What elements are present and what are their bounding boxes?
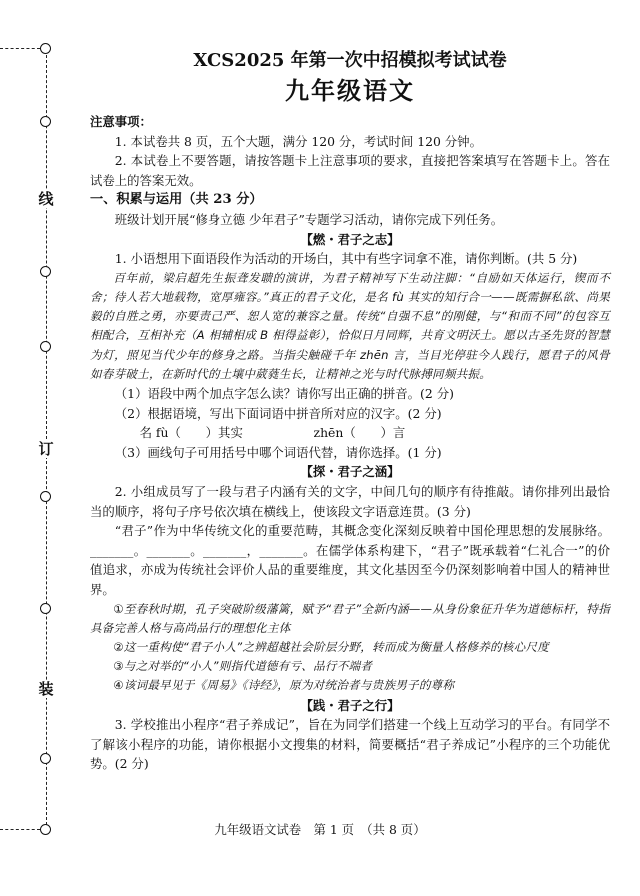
question-1-blanks (90, 423, 610, 443)
binding-label-seal: 装 (33, 680, 59, 698)
binding-hole (40, 603, 51, 614)
question-2-option: ③与之对举的“小人”则指代道德有亏、品行不端者 (113, 659, 373, 674)
binding-dash-top (0, 48, 40, 49)
binding-hole (40, 753, 51, 764)
section-heading: 一、积累与运用（共 23 分） (90, 192, 263, 208)
page-footer: 九年级语文试卷 第 1 页 （共 8 页） (214, 822, 426, 837)
part-title: 【燃・君子之志】 (300, 231, 400, 247)
exam-page (90, 40, 610, 774)
question-2-option: ①至春秋时期，孔子突破阶级藩篱，赋予“君子”全新内涵——从身份象征升华为道德标杆，特指具备完善人格与高尚品行的理想化主体 (90, 601, 610, 635)
blank-zhen: zhēn（ ）言 (313, 425, 406, 441)
binding-label-line: 线 (33, 190, 59, 208)
question-1: 1. 小语想用下面语段作为活动的开场白，其中有些字词拿不准，请你判断。(共 5 分) (114, 251, 578, 267)
binding-hole (40, 266, 51, 277)
question-3: 3. 学校推出小程序“君子养成记”，旨在为同学们搭建一个线上互动学习的平台。有同学不了解该小程序的功能，请你根据小文搜集的材料，简要概括“君子养成记”小程序的三个功能优势。(2 分) (90, 717, 610, 772)
blank-fu: 名 fù（ ）其实 (139, 425, 243, 441)
question-1-sub-1: （1）语段中两个加点字怎么读？请你写出正确的拼音。(2 分) (114, 385, 454, 401)
notice-item: 1. 本试卷共 8 页，五个大题，满分 120 分，考试时间 120 分钟。 (114, 133, 482, 149)
binding-hole (40, 43, 51, 54)
part-title: 【探・君子之涵】 (300, 464, 400, 480)
notice-heading: 注意事项： (90, 114, 152, 129)
section-intro: 班级计划开展“修身立德 少年君子”专题学习活动，请你完成下列任务。 (114, 211, 504, 227)
binding-hole (40, 491, 51, 502)
question-1-sub-2: （2）根据语境，写出下面词语中拼音所对应的汉字。(2 分) (114, 405, 442, 421)
binding-hole (40, 341, 51, 352)
question-1-sub-3: （3）画线句子可用括号中哪个词语代替，请你选择。(1 分) (114, 444, 442, 460)
part-title: 【践・君子之行】 (300, 697, 400, 713)
notice-item: 2. 本试卷上不要答题，请按答题卡上注意事项的要求，直接把答案填写在答题卡上。答在试卷上的答案无效。 (90, 153, 610, 188)
question-1-passage: 百年前，梁启超先生振聋发聩的演讲，为君子精神写下生动注脚：“自励如天体运行，锲而不舍；待人若大地载物，宽厚雍容。”真正的君子文化，是名 fù 其实的知行合一——既需摒私欲、尚果毅的自胜之勇，亦要责己严、恕人宽的兼容之量。传统“自强不息”的刚健，与“和而不同”的包容互相配合，互相补充（A 相辅相成 B 相得益彰），恰似日月同辉，共育文明沃土。愿以古圣先贤的智慧为灯，照见当代少年的修身之路。当指尖触碰千年 zhēn 言，当目光停驻今人践行，愿君子的风骨如春芽破土，在新时代的土壤中葳蕤生长，让精神之光与时代脉搏同频共振。 (90, 270, 610, 381)
question-2-option: ②这一重构使“君子小人”之辨超越社会阶层分野，转而成为衡量人格修养的核心尺度 (113, 639, 549, 654)
question-2: 2. 小组成员写了一段与君子内涵有关的文字，中间几句的顺序有待推敲。请你排列出最恰当的顺序，将句子序号依次填在横线上，使该段文字语意连贯。(3 分) (90, 483, 610, 519)
question-2-option: ④该词最早见于《周易》《诗经》，原为对统治者与贵族男子的尊称 (113, 678, 455, 693)
exam-subtitle: 九年级语文 (285, 76, 415, 105)
exam-title: XCS2025 年第一次中招模拟考试试卷 (193, 50, 507, 71)
question-2-passage: “君子”作为中华传统文化的重要范畴，其概念变化深刻反映着中国伦理思想的发展脉络。_______。_______。_______，_______。在儒学体系构建下，“君子”既承载着“仁礼合一”的价值追求，亦成为传统社会评价人品的重要维度，其文化基因至今仍深刻影响着中国人的精神世界。 (90, 523, 610, 597)
binding-label-bind: 订 (33, 440, 59, 458)
binding-hole (40, 116, 51, 127)
